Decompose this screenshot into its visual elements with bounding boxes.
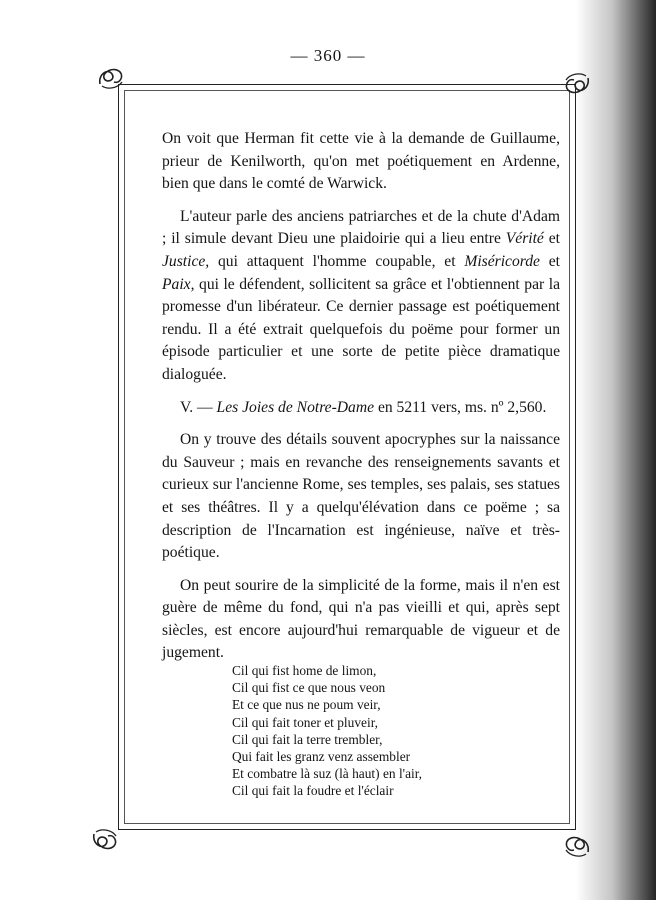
text-run: et bbox=[539, 252, 561, 270]
verse-line: Et ce que nus ne poum veir, bbox=[232, 697, 381, 713]
verse-line: Cil qui fait la foudre et l'éclair bbox=[232, 783, 394, 799]
page-number: — 360 — bbox=[290, 46, 366, 65]
italic-term: Vérité bbox=[505, 230, 544, 248]
section-number: V. — bbox=[180, 398, 217, 416]
verse-line: Cil qui fist home de limon, bbox=[232, 663, 377, 678]
body-text bbox=[162, 128, 560, 675]
text-run: qui attaquent l'homme coupable, et bbox=[209, 252, 465, 270]
corner-ornament-icon bbox=[90, 826, 120, 854]
text-run: L'auteur parle des anciens patriarches et de la chute d'Adam ; il simule devant Dieu une plaidoirie qui a lieu entre bbox=[162, 207, 560, 248]
paragraph: On voit que Herman fit cette vie à la demande de Guillaume, prieur de Kenilworth, qu'on met poétiquement en Ardenne, bien que dans le comté de Warwick. bbox=[162, 130, 560, 193]
paragraph bbox=[162, 206, 560, 387]
italic-term: Miséricorde bbox=[464, 252, 540, 270]
paragraph: On y trouve des détails souvent apocryphes sur la naissance du Sauveur ; mais en revanche des renseignements savants et curieux sur l'ancienne Rome, ses temples, ses palais, ses statues et ses théâtres. Il y a quelqu'élévation dans ce poëme ; sa description de l'Incarnation est ingénieuse, naïve et très-poétique. bbox=[162, 431, 560, 562]
corner-ornament-icon bbox=[562, 832, 592, 860]
text-run: et bbox=[543, 230, 560, 248]
text-run: en 5211 vers, ms. nº 2,560. bbox=[374, 398, 547, 416]
verse-line: Cil qui fait toner et pluveir, bbox=[232, 714, 378, 730]
italic-term: Justice, bbox=[162, 252, 210, 270]
italic-term: Paix, bbox=[162, 275, 195, 293]
paragraph: On peut sourire de la simplicité de la forme, mais il n'en est guère de même du fond, qui n'a pas vieilli et qui, après sept siècles, est encore aujourd'hui remarquable de vigueur et de jugement. bbox=[162, 576, 560, 662]
verse-line: Cil qui fist ce que nous veon bbox=[232, 680, 386, 696]
corner-ornament-icon bbox=[562, 70, 592, 98]
text-run: qui le défendent, sollicitent sa grâce et l'obtiennent par la promesse d'un libérateur. Ce dernier passage est poétiquement rendu. Il a été extrait quelquefois du poëme pour former un épisode particulier et une sorte de petite pièce dramatique dialoguée. bbox=[162, 275, 560, 383]
work-title: Les Joies de Notre-Dame bbox=[216, 398, 375, 416]
section-heading bbox=[162, 397, 560, 420]
verse-line: Et combatre là suz (là haut) en l'air, bbox=[232, 766, 423, 782]
page-binding-shadow bbox=[576, 0, 656, 900]
verse-line: Cil qui fait la terre trembler, bbox=[232, 731, 383, 747]
corner-ornament-icon bbox=[96, 64, 126, 92]
verse-quotation bbox=[232, 662, 492, 800]
verse-line: Qui fait les granz venz assembler bbox=[232, 749, 411, 765]
